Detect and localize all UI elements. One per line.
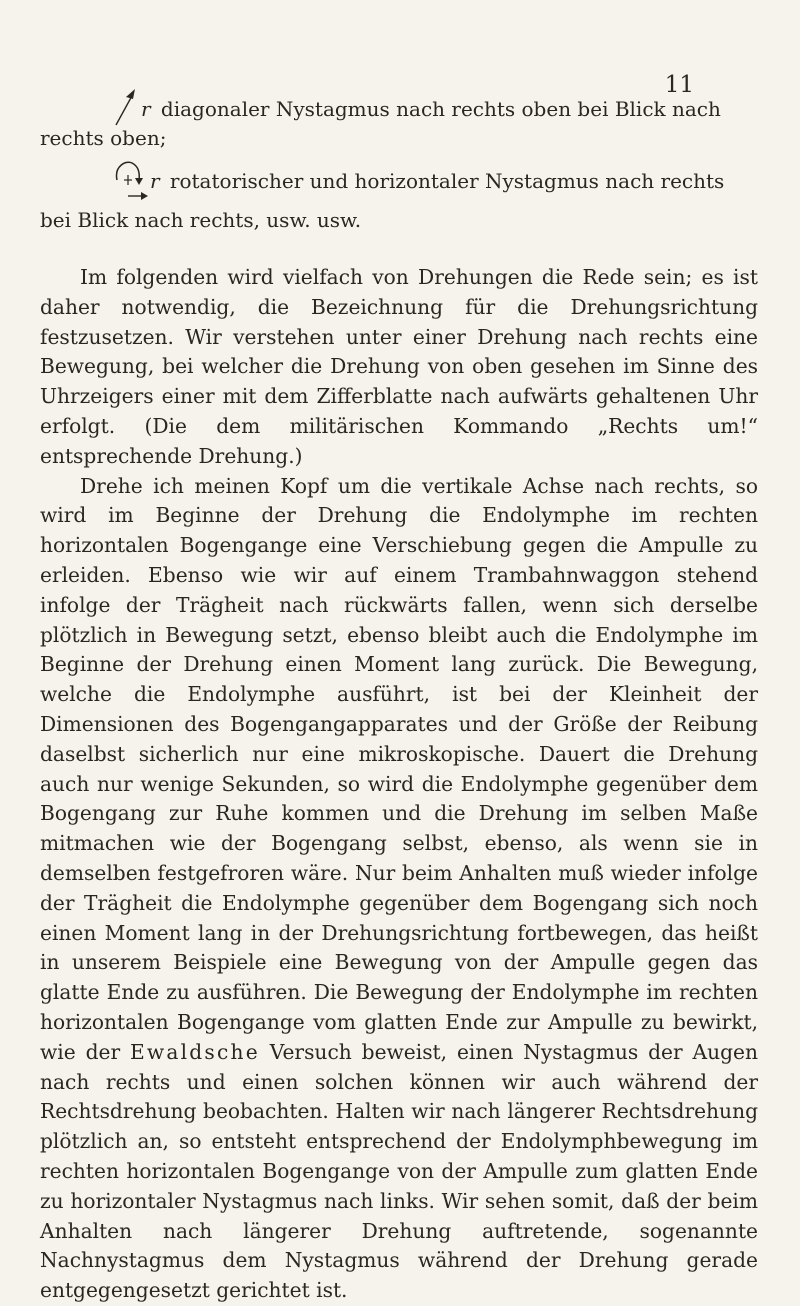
legend-1-text-continued: rechts oben;: [40, 126, 167, 150]
legend-2-line-2: [40, 206, 361, 234]
body-text: [40, 263, 758, 1306]
paragraph-2: [40, 472, 758, 1306]
legend-1-line-1: [141, 95, 721, 123]
paragraph-2-text-b: Versuch beweist, einen Nystagmus der Augen nach rechts und einen solchen können wir auch während der Rechtsdrehung beobachten. Halten wir nach längerer Rechtsdrehung plötzlich an, so entsteht entsprechend der Endolymphbewegung im rechten horizontalen Bogengange von der Ampulle zum glatten Ende zu horizontaler Nystagmus nach links. Wir sehen somit, daß der beim Anhalten nach längerer Drehung auftretende, sogenannte Nachnystagmus dem Nystagmus während der Drehung gerade entgegengesetzt gerichtet ist.: [40, 1039, 758, 1303]
legend-2-text: rotatorischer und horizontaler Nystagmus nach rechts: [169, 169, 725, 193]
legend-1-variable: r: [141, 97, 151, 121]
page-number: 11: [664, 72, 694, 98]
legend-2-variable: r: [150, 169, 160, 193]
legend-2-text-continued: bei Blick nach rechts, usw. usw.: [40, 208, 362, 232]
paragraph-2-text-a: Drehe ich meinen Kopf um die vertikale Achse nach rechts, so wird im Beginne der Drehung die Endolymphe im rechten horizontalen Bogengange eine Verschiebung gegen die Ampulle zu erleiden. Ebenso wie wir auf einem Trambahnwaggon stehend infolge der Trägheit nach rückwärts fallen, wenn sich derselbe plötzlich in Bewegung setzt, ebenso bleibt auch die Endolymphe im Beginne der Drehung einen Moment lang zurück. Die Bewegung, welche die Endolymphe ausführt, ist bei der Kleinheit der Dimensionen des Bogengangapparates und der Größe der Reibung daselbst sicherlich nur eine mikroskopische. Dauert die Drehung auch nur wenige Sekunden, so wird die Endolymphe gegenüber dem Bogengang zur Ruhe kommen und die Drehung im selben Maße mitmachen wie der Bogengang selbst, ebenso, als wenn sie in demselben festgefroren wäre. Nur beim Anhalten muß wieder infolge der Trägheit die Endolymphe gegenüber dem Bogengang sich noch einen Moment lang in der Drehungsrichtung fortbewegen, das heißt in unserem Beispiele eine Bewegung von der Ampulle gegen das glatte Ende zu ausführen. Die Bewegung der Endolymphe im rechten horizontalen Bogengange vom glatten Ende zur Ampulle zu bewirkt, wie der: [40, 473, 758, 1064]
ewald-name-spaced: Ewaldsche: [130, 1039, 260, 1064]
legend-1-text: diagonaler Nystagmus nach rechts oben bei Blick nach: [160, 97, 721, 121]
diagonal-arrow-up-right-icon: [114, 88, 136, 126]
legend-2-line-1: [150, 167, 724, 195]
legend-1-line-2: [40, 124, 166, 152]
rotation-arrow-icon: [110, 158, 150, 204]
paragraph-1-text: Im folgenden wird vielfach von Drehungen die Rede sein; es ist daher notwendig, die Bezeichnung für die Drehungsrichtung festzusetzen. Wir verstehen unter einer Drehung nach rechts eine Bewegung, bei welcher die Drehung von oben gesehen im Sinne des Uhrzeigers einer mit dem Zifferblatte nach aufwärts gehaltenen Uhr erfolgt. (Die dem militärischen Kommando „Rechts um!“ entsprechende Drehung.): [40, 265, 758, 468]
paragraph-1: [40, 263, 758, 472]
